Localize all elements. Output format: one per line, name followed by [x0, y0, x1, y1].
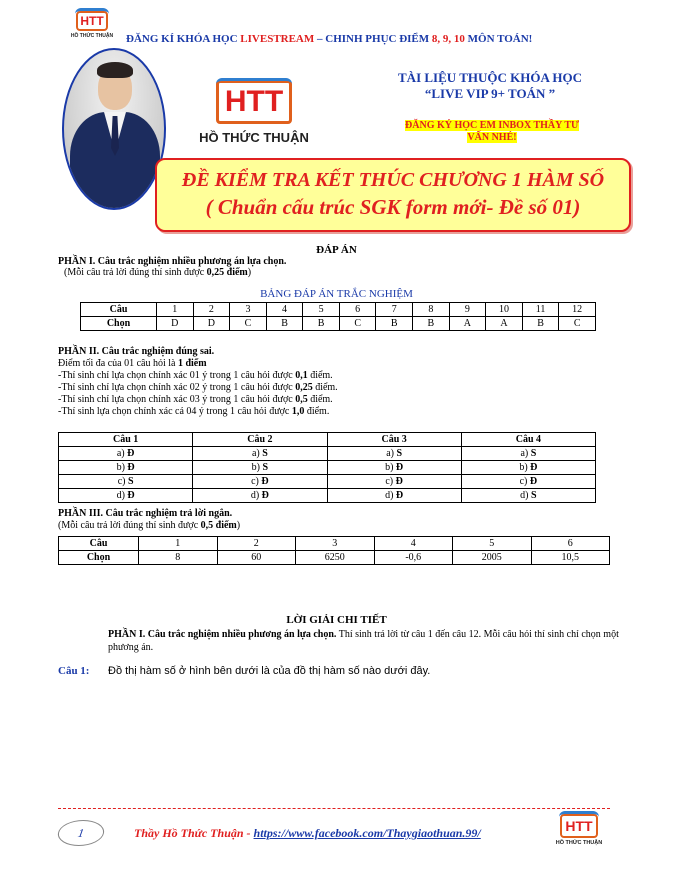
true-false-cell: c) Đ	[461, 475, 595, 489]
question-number: 2	[193, 303, 230, 317]
course-banner	[126, 33, 532, 45]
answer-choice: C	[230, 317, 267, 331]
answer-choice: B	[413, 317, 450, 331]
part3-answer-table	[58, 536, 610, 565]
logo-footer	[548, 814, 610, 846]
scoring-rule: -Thí sinh chỉ lựa chọn chính xác 01 ý trong 1 câu hỏi được 0,1 điểm.	[58, 370, 333, 381]
question-number: 1	[139, 537, 218, 551]
question-number: 8	[413, 303, 450, 317]
true-false-cell: d) Đ	[327, 489, 461, 503]
banner-prefix: ĐĂNG KÍ KHÓA HỌC	[126, 33, 241, 45]
exam-title: ĐỀ KIỂM TRA KẾT THÚC CHƯƠNG 1 HÀM SỐ	[181, 169, 605, 191]
question-number: 4	[266, 303, 303, 317]
row-label-question: Câu	[81, 303, 157, 317]
logo-name: HỒ THỨC THUẬN	[70, 33, 114, 39]
banner-suffix: MÔN TOÁN!	[464, 33, 533, 45]
part2-answer-table	[58, 432, 596, 503]
facebook-link[interactable]: https://www.facebook.com/Thaygiaothuan.99/	[253, 826, 481, 840]
question-number: 10	[486, 303, 523, 317]
column-header: Câu 4	[461, 433, 595, 447]
true-false-cell: d) Đ	[59, 489, 193, 503]
logo-mark: HTT	[216, 80, 292, 124]
part1-note: (Mỗi câu trả lời đúng thí sinh được 0,25 điểm)	[64, 267, 252, 278]
table-row	[59, 447, 596, 461]
banner-scores: 8, 9, 10	[431, 33, 465, 45]
row-label-question: Câu	[59, 537, 139, 551]
true-false-cell: c) Đ	[193, 475, 327, 489]
table-row	[59, 489, 596, 503]
course-tag-line2: “LIVE VIP 9+ TOÁN ”	[424, 86, 556, 101]
answer-choice: D	[193, 317, 230, 331]
answer-choice: B	[303, 317, 340, 331]
logo-mark: HTT	[76, 11, 107, 31]
part1-answer-table	[80, 302, 596, 331]
true-false-cell: a) S	[327, 447, 461, 461]
question-number: 6	[531, 537, 610, 551]
register-line1: ĐĂNG KÝ HỌC EM INBOX THẦY TƯ	[405, 120, 579, 131]
question-number: 5	[303, 303, 340, 317]
course-tag	[350, 70, 630, 102]
part2-title: PHẦN II. Câu trắc nghiệm đúng sai.	[58, 346, 215, 357]
column-header: Câu 2	[193, 433, 327, 447]
table-row	[59, 461, 596, 475]
footer-credit: Thầy Hồ Thức Thuận - https://www.facebook.com/Thaygiaothuan.99/	[134, 826, 481, 840]
answer-value: 8	[139, 551, 218, 565]
scoring-rule: -Thí sinh lựa chọn chính xác cả 04 ý trong 1 câu hỏi được 1,0 điểm.	[58, 406, 330, 417]
question-number: 1	[157, 303, 194, 317]
part1-title: PHẦN I. Câu trắc nghiệm nhiều phương án lựa chọn.	[58, 256, 287, 267]
mc-table-heading: BẢNG ĐÁP ÁN TRẮC NGHIỆM	[260, 288, 413, 300]
question-1-label: Câu 1:	[58, 665, 90, 677]
logo-small	[62, 11, 122, 39]
page-number: 1	[56, 820, 107, 846]
register-line2: VẤN NHÉ!	[467, 132, 517, 143]
true-false-cell: b) S	[193, 461, 327, 475]
true-false-cell: a) S	[193, 447, 327, 461]
answer-choice: A	[486, 317, 523, 331]
row-label-choice: Chọn	[59, 551, 139, 565]
answer-choice: B	[376, 317, 413, 331]
true-false-cell: a) Đ	[59, 447, 193, 461]
true-false-cell: c) S	[59, 475, 193, 489]
answer-value: 10,5	[531, 551, 610, 565]
question-number: 3	[230, 303, 267, 317]
column-header: Câu 3	[327, 433, 461, 447]
scoring-rule: -Thí sinh chỉ lựa chọn chính xác 03 ý trong 1 câu hỏi được 0,5 điểm.	[58, 394, 333, 405]
table-row	[59, 475, 596, 489]
logo-name: HỒ THỨC THUẬN	[199, 130, 309, 145]
answer-choice: B	[266, 317, 303, 331]
part3-note: (Mỗi câu trả lời đúng thí sinh được 0,5 điểm)	[58, 520, 241, 531]
answer-value: -0,6	[374, 551, 453, 565]
question-number: 4	[374, 537, 453, 551]
true-false-cell: b) Đ	[461, 461, 595, 475]
question-1-text: Đồ thị hàm số ở hình bên dưới là của đồ thị hàm số nào dưới đây.	[108, 665, 431, 677]
exam-title-box	[155, 158, 631, 232]
question-number: 3	[296, 537, 375, 551]
footer-divider	[58, 808, 610, 809]
part2-max: Điểm tối đa của 01 câu hỏi là 1 điểm	[58, 358, 207, 369]
course-tag-line1: TÀI LIỆU THUỘC KHÓA HỌC	[398, 70, 582, 85]
question-number: 11	[522, 303, 559, 317]
answer-choice: A	[449, 317, 486, 331]
register-note	[383, 120, 601, 144]
answer-choice: C	[339, 317, 376, 331]
teacher-photo	[62, 48, 166, 210]
banner-livestream: LIVESTREAM	[240, 33, 315, 45]
question-number: 6	[339, 303, 376, 317]
question-number: 2	[217, 537, 296, 551]
true-false-cell: d) Đ	[193, 489, 327, 503]
answer-value: 60	[217, 551, 296, 565]
true-false-cell: a) S	[461, 447, 595, 461]
answer-choice: B	[522, 317, 559, 331]
question-number: 5	[453, 537, 532, 551]
banner-middle: – CHINH PHỤC ĐIỂM	[314, 33, 432, 45]
detail-part1-intro: PHẦN I. Câu trắc nghiệm nhiều phương án lựa chọn. Thí sinh trả lời từ câu 1 đến câu 12. Mỗi câu hỏi thí sinh chỉ chọn một phương án.	[108, 629, 619, 653]
true-false-cell: d) S	[461, 489, 595, 503]
true-false-cell: b) Đ	[327, 461, 461, 475]
question-number: 9	[449, 303, 486, 317]
column-header: Câu 1	[59, 433, 193, 447]
logo-name: HỒ THỨC THUẬN	[555, 840, 603, 846]
answer-choice: D	[157, 317, 194, 331]
answers-heading: ĐÁP ÁN	[316, 244, 357, 256]
logo-large	[186, 80, 322, 145]
detail-heading: LỜI GIẢI CHI TIẾT	[286, 614, 387, 626]
true-false-cell: c) Đ	[327, 475, 461, 489]
true-false-cell: b) Đ	[59, 461, 193, 475]
scoring-rule: -Thí sinh chỉ lựa chọn chính xác 02 ý trong 1 câu hỏi được 0,25 điểm.	[58, 382, 338, 393]
answer-value: 6250	[296, 551, 375, 565]
exam-subtitle: ( Chuẩn cấu trúc SGK form mới- Đề số 01)	[205, 195, 581, 219]
question-number: 12	[559, 303, 596, 317]
answer-choice: C	[559, 317, 596, 331]
question-number: 7	[376, 303, 413, 317]
part3-title: PHẦN III. Câu trắc nghiệm trả lời ngắn.	[58, 508, 233, 519]
logo-mark: HTT	[560, 814, 597, 838]
row-label-choice: Chọn	[81, 317, 157, 331]
answer-value: 2005	[453, 551, 532, 565]
